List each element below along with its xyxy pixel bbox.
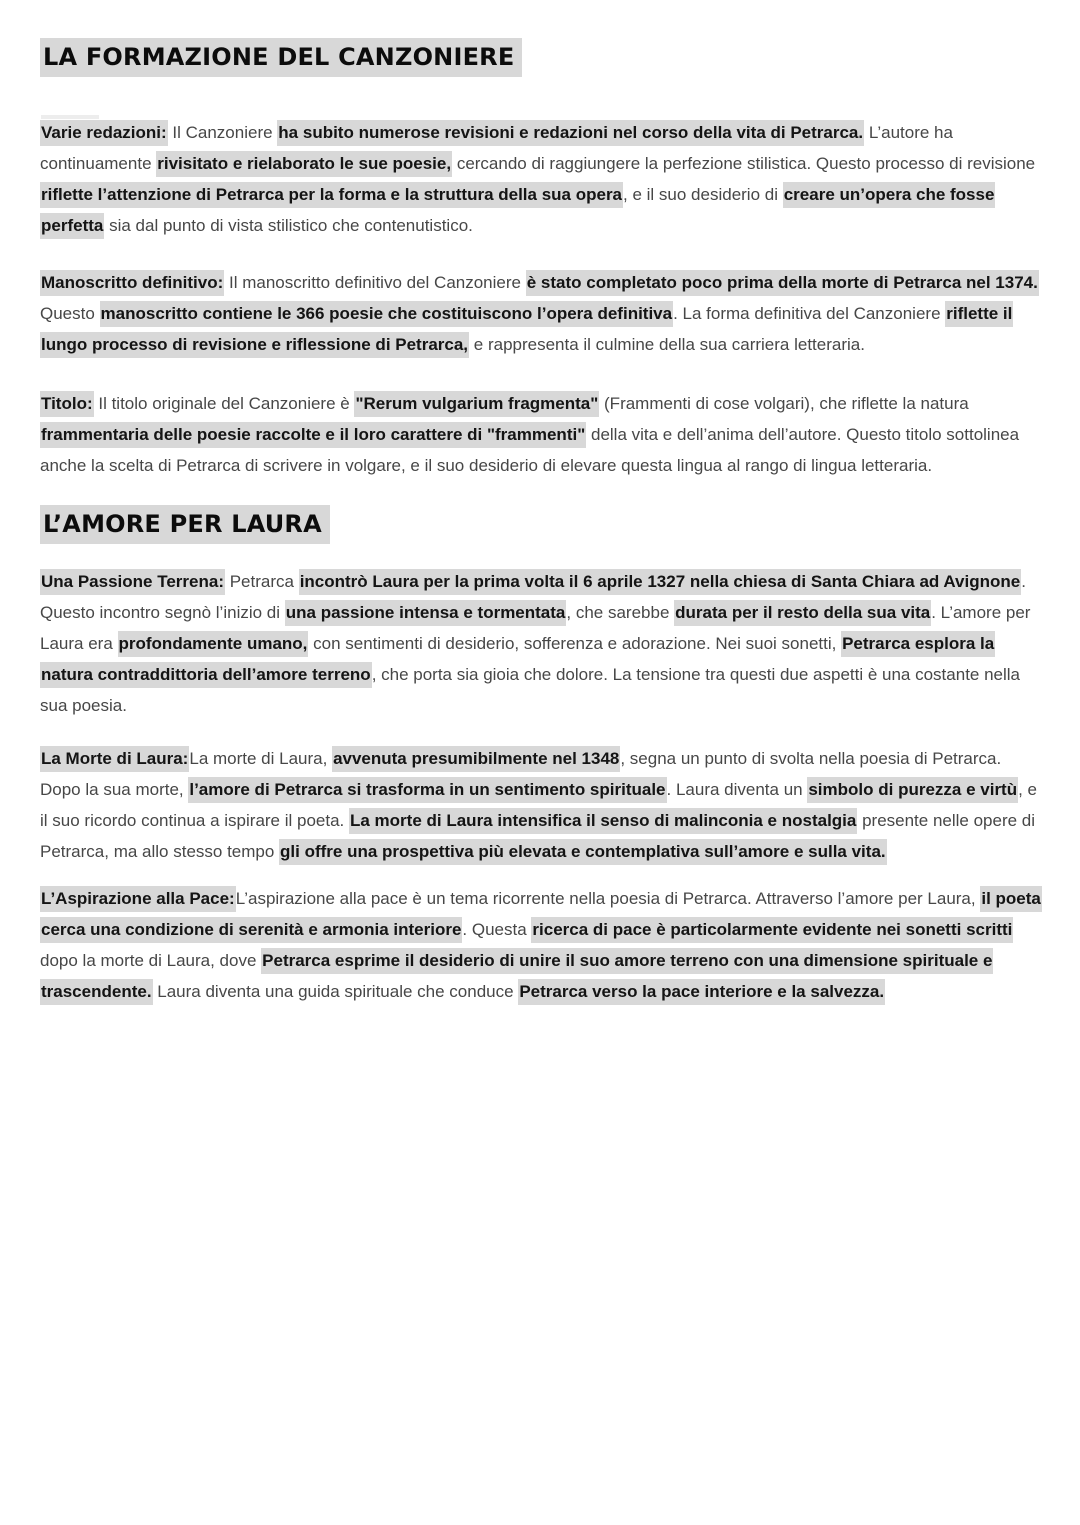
- plain-text: Il Canzoniere: [167, 123, 278, 142]
- plain-text: . Laura diventa un: [666, 780, 808, 799]
- plain-text: , che porta sia gioia che dolore. La tensione tra questi due aspetti è una costante nella sua poesia.: [40, 665, 1021, 715]
- paragraph-una-passione-terrena: [40, 566, 1042, 721]
- document-body: [40, 38, 1042, 1007]
- highlighted-bold-text: Petrarca esprime il desiderio di unire il suo amore terreno con una dimensione spirituale e trascendente.: [40, 948, 993, 1005]
- highlighted-bold-text: riflette l’attenzione di Petrarca per la forma e la struttura della sua opera: [40, 182, 623, 208]
- highlighted-bold-text: Petrarca verso la pace interiore e la salvezza.: [518, 979, 885, 1005]
- highlighted-bold-text: l’amore di Petrarca si trasforma in un sentimento spirituale: [188, 777, 666, 803]
- highlighted-bold-text: Petrarca esplora la natura contraddittoria dell’amore terreno: [40, 631, 995, 688]
- highlighted-bold-text: ha subito numerose revisioni e redazioni nel corso della vita di Petrarca.: [277, 120, 864, 146]
- section-heading-formazione-del-canzoniere: LA FORMAZIONE DEL CANZONIERE: [40, 38, 522, 77]
- highlighted-bold-text: frammentaria delle poesie raccolte e il loro carattere di "frammenti": [40, 422, 586, 448]
- highlighted-bold-text: La morte di Laura intensifica il senso di malinconia e nostalgia: [349, 808, 857, 834]
- plain-text: (Frammenti di cose volgari), che riflette la natura: [599, 394, 969, 413]
- highlighted-bold-text: riflette il lungo processo di revisione e riflessione di Petrarca,: [40, 301, 1013, 358]
- highlighted-bold-text: L’Aspirazione alla Pace:: [40, 886, 236, 912]
- plain-text: presente nelle opere di Petrarca, ma allo stesso tempo: [40, 811, 1036, 861]
- highlighted-bold-text: Titolo:: [40, 391, 94, 417]
- highlighted-bold-text: manoscritto contiene le 366 poesie che costituiscono l’opera definitiva: [100, 301, 674, 327]
- paragraph-titolo: [40, 388, 1042, 481]
- plain-text: sia dal punto di vista stilistico che contenutistico.: [104, 216, 473, 235]
- highlighted-bold-text: avvenuta presumibilmente nel 1348: [332, 746, 620, 772]
- plain-text: L’aspirazione alla pace è un tema ricorrente nella poesia di Petrarca. Attraverso l’amore per Laura,: [235, 889, 981, 908]
- plain-text: e rappresenta il culmine della sua carriera letteraria.: [469, 335, 865, 354]
- paragraph-varie-redazioni: [40, 117, 1042, 241]
- highlighted-bold-text: Manoscritto definitivo:: [40, 270, 224, 296]
- plain-text: . Questa: [462, 920, 532, 939]
- plain-text: . L’amore per Laura era: [40, 603, 1031, 653]
- paragraph-aspirazione-alla-pace: [40, 883, 1042, 1007]
- plain-text: della vita e dell’anima dell’autore. Questo titolo sottolinea anche la scelta di Petrarca di scrivere in volgare, e il suo desiderio di elevare questa lingua al rango di lingua letteraria.: [40, 425, 1020, 475]
- plain-text: Laura diventa una guida spirituale che conduce: [152, 982, 519, 1001]
- plain-text: , che sarebbe: [566, 603, 675, 622]
- highlighted-bold-text: gli offre una prospettiva più elevata e contemplativa sull’amore e sulla vita.: [279, 839, 887, 865]
- plain-text: con sentimenti di desiderio, sofferenza e adorazione. Nei suoi sonetti,: [308, 634, 842, 653]
- plain-text: L’autore ha continuamente: [40, 123, 953, 173]
- plain-text: , e il suo desiderio di: [623, 185, 783, 204]
- highlighted-bold-text: è stato completato poco prima della morte di Petrarca nel 1374.: [526, 270, 1039, 296]
- highlighted-bold-text: rivisitato e rielaborato le sue poesie,: [156, 151, 452, 177]
- highlighter-smudge: [41, 115, 99, 119]
- highlighted-bold-text: Varie redazioni:: [40, 120, 168, 146]
- plain-text: . Questo incontro segnò l’inizio di: [40, 572, 1026, 622]
- plain-text: . La forma definitiva del Canzoniere: [673, 304, 946, 323]
- plain-text: Questo: [40, 304, 100, 323]
- plain-text: Il manoscritto definitivo del Canzoniere: [224, 273, 526, 292]
- highlighted-bold-text: simbolo di purezza e virtù: [807, 777, 1018, 803]
- plain-text: La morte di Laura,: [189, 749, 333, 768]
- plain-text: cercando di raggiungere la perfezione stilistica. Questo processo di revisione: [452, 154, 1036, 173]
- highlighted-bold-text: La Morte di Laura:: [40, 746, 189, 772]
- highlighted-bold-text: una passione intensa e tormentata: [285, 600, 567, 626]
- plain-text: Petrarca: [224, 572, 299, 591]
- highlighted-bold-text: profondamente umano,: [118, 631, 309, 657]
- paragraph-la-morte-di-laura: [40, 743, 1042, 867]
- highlighted-bold-text: Una Passione Terrena:: [40, 569, 225, 595]
- highlighted-bold-text: il poeta cerca una condizione di serenità e armonia interiore: [40, 886, 1042, 943]
- highlighted-bold-text: incontrò Laura per la prima volta il 6 aprile 1327 nella chiesa di Santa Chiara ad Avignone: [299, 569, 1022, 595]
- paragraph-manoscritto-definitivo: [40, 267, 1042, 360]
- plain-text: Il titolo originale del Canzoniere è: [93, 394, 355, 413]
- plain-text: dopo la morte di Laura, dove: [40, 951, 262, 970]
- highlighted-bold-text: creare un’opera che fosse perfetta: [40, 182, 995, 239]
- plain-text: , e il suo ricordo continua a ispirare il poeta.: [40, 780, 1038, 830]
- section-heading-amore-per-laura: L’AMORE PER LAURA: [40, 505, 330, 544]
- highlighted-bold-text: ricerca di pace è particolarmente evidente nei sonetti scritti: [531, 917, 1013, 943]
- highlighted-bold-text: "Rerum vulgarium fragmenta": [354, 391, 599, 417]
- plain-text: , segna un punto di svolta nella poesia di Petrarca. Dopo la sua morte,: [40, 749, 1002, 799]
- highlighted-bold-text: durata per il resto della sua vita: [674, 600, 931, 626]
